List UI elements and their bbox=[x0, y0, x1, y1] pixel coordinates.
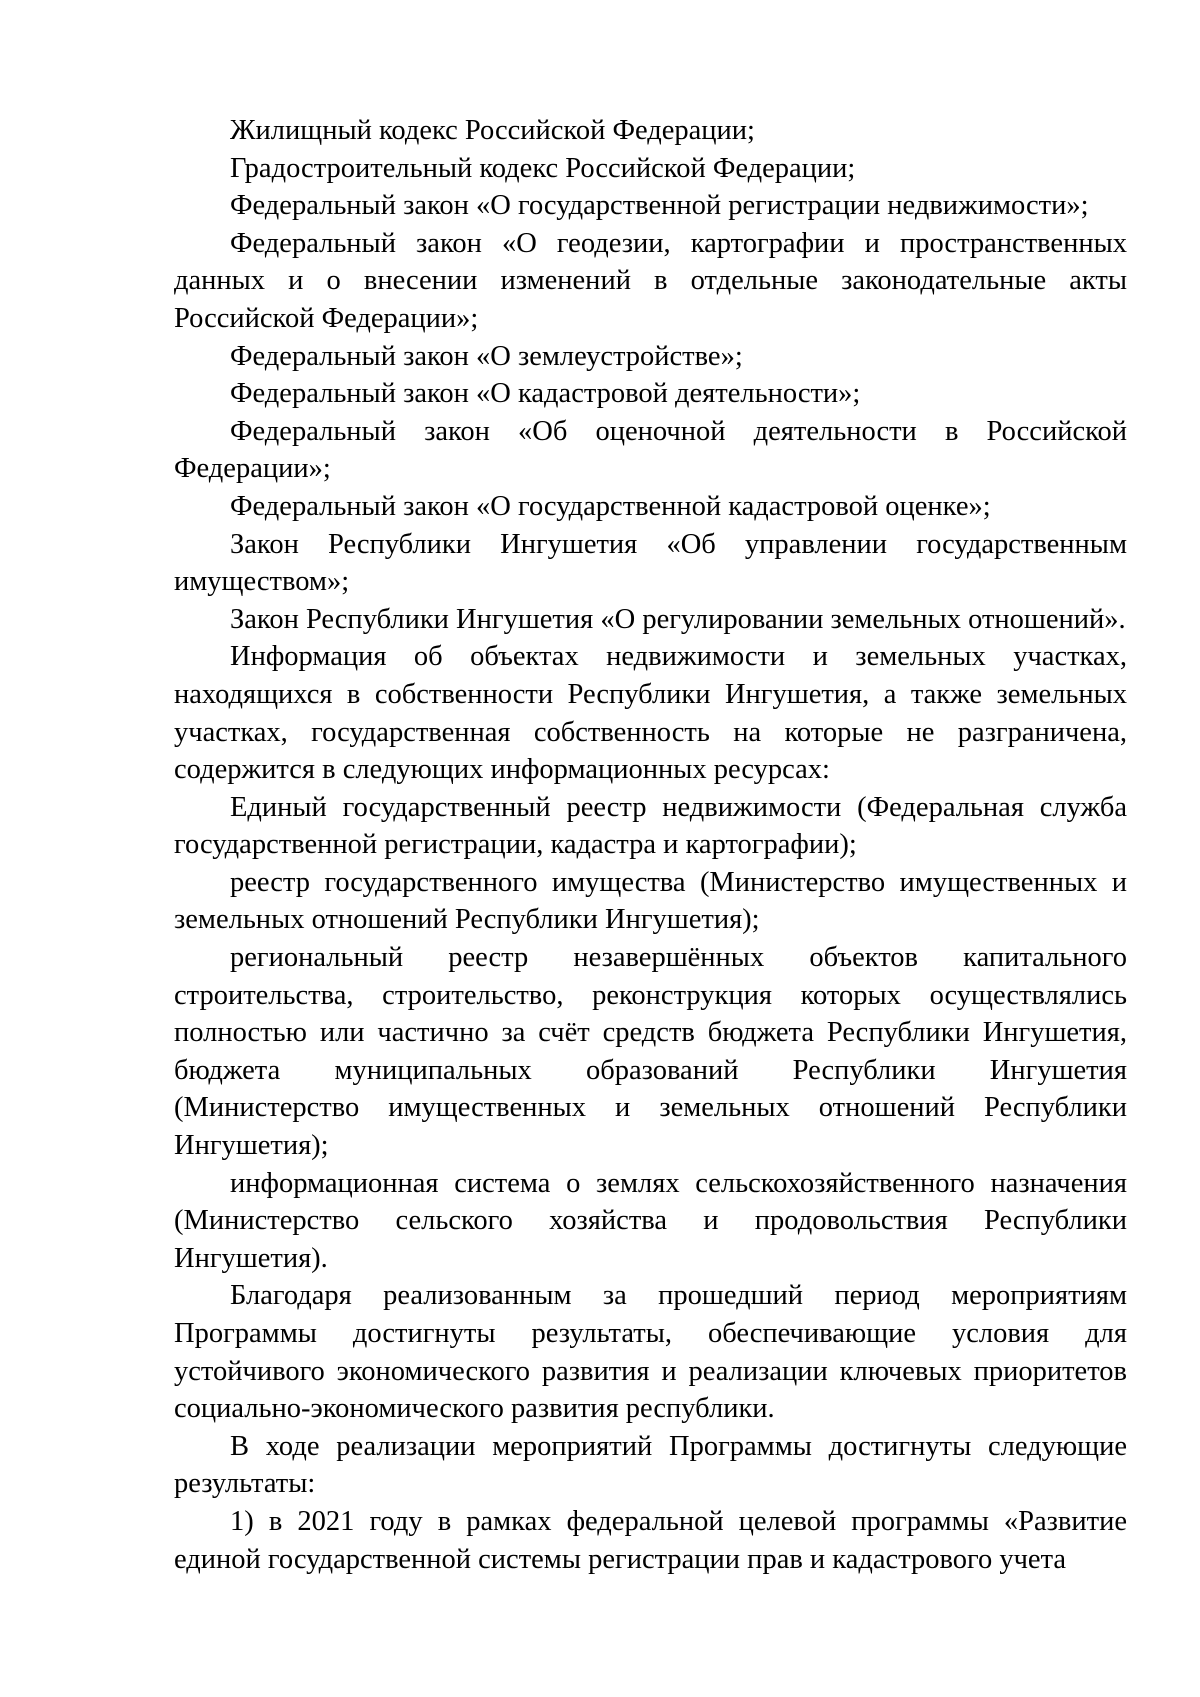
paragraph-program-achievements: Благодаря реализованным за прошедший период мероприятиям Программы достигнуты результаты, обеспечивающие условия для устойчивого экономического развития и реализации ключевых приоритетов социально-экономического развития республики. bbox=[174, 1280, 1127, 1425]
paragraph-law-land-management: Федеральный закон «О землеустройстве»; bbox=[230, 340, 743, 372]
paragraph-information-sources-intro: Информация об объектах недвижимости и земельных участках, находящихся в собственности Республики Ингушетия, а также земельных участках, государственная собственность на которые не разграничена, содержится в следующих информационных ресурсах: bbox=[174, 641, 1127, 786]
paragraph-law-geodesy: Федеральный закон «О геодезии, картографии и пространственных данных и о внесении изменений в отдельные законодательные акты Российской Федерации»; bbox=[174, 227, 1127, 334]
paragraph-unfinished-construction-register: региональный реестр незавершённых объектов капитального строительства, строительство, реконструкция которых осуществлялись полностью или частично за счёт средств бюджета Республики Ингушетия, бюджета муниципальных образований Республики Ингушетия (Министерство имущественных и земельных отношений Республики Ингушетия); bbox=[174, 942, 1127, 1162]
paragraph-regional-law-land-relations: Закон Республики Ингушетия «О регулировании земельных отношений». bbox=[230, 603, 1126, 635]
paragraph-urban-planning-code: Градостроительный кодекс Российской Федерации; bbox=[230, 152, 856, 184]
paragraph-law-state-registration: Федеральный закон «О государственной регистрации недвижимости»; bbox=[230, 190, 1089, 222]
paragraph-unified-state-register: Единый государственный реестр недвижимости (Федеральная служба государственной регистрации, кадастра и картографии); bbox=[174, 791, 1127, 861]
paragraph-law-cadastral-valuation: Федеральный закон «О государственной кадастровой оценке»; bbox=[230, 490, 991, 522]
paragraph-agricultural-land-system: информационная система о землях сельскохозяйственного назначения (Министерство сельского хозяйства и продовольствия Республики Ингушетия). bbox=[174, 1167, 1127, 1274]
paragraph-result-item-1: 1) в 2021 году в рамках федеральной целевой программы «Развитие единой государственной системы регистрации прав и кадастрового учета bbox=[174, 1505, 1127, 1575]
paragraph-law-valuation-activity: Федеральный закон «Об оценочной деятельности в Российской Федерации»; bbox=[174, 415, 1127, 485]
paragraph-regional-law-property-management: Закон Республики Ингушетия «Об управлении государственным имуществом»; bbox=[174, 528, 1127, 598]
paragraph-housing-code: Жилищный кодекс Российской Федерации; bbox=[230, 115, 755, 146]
paragraph-results-intro: В ходе реализации мероприятий Программы достигнуты следующие результаты: bbox=[174, 1430, 1127, 1500]
paragraph-state-property-register: реестр государственного имущества (Министерство имущественных и земельных отношений Республики Ингушетия); bbox=[174, 866, 1127, 936]
document-body bbox=[174, 112, 1127, 1578]
paragraph-law-cadastral-activity: Федеральный закон «О кадастровой деятельности»; bbox=[230, 378, 861, 410]
